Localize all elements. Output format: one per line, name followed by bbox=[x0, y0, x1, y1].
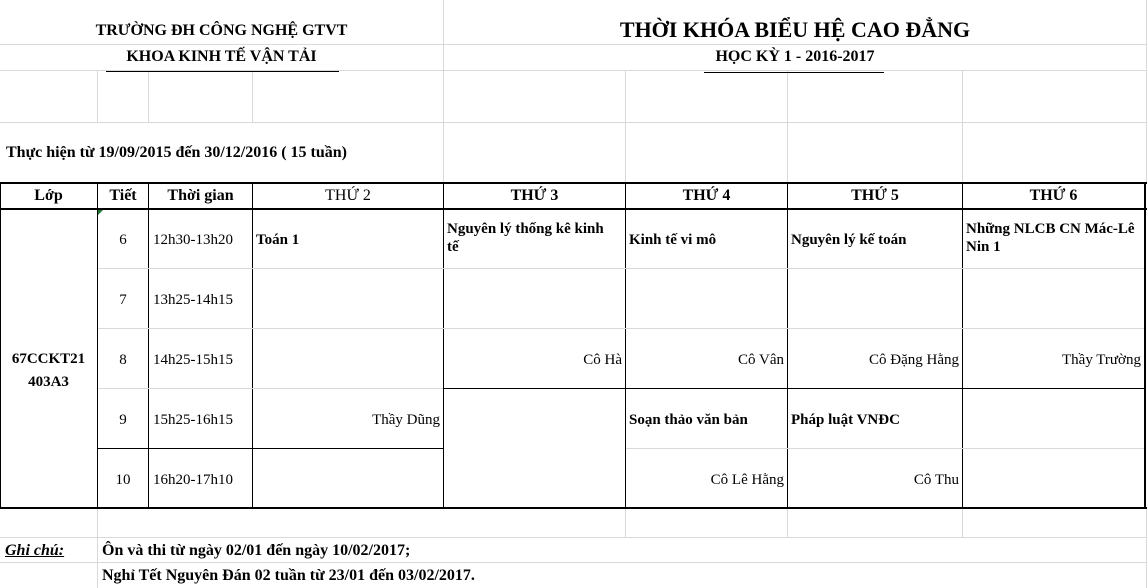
col-header-wed: THỨ 4 bbox=[682, 187, 731, 204]
col-header-lesson: Tiết bbox=[109, 187, 137, 204]
col-header-thu: THỨ 5 bbox=[851, 187, 899, 204]
semester-underline bbox=[704, 72, 884, 73]
lesson-num: 6 bbox=[119, 232, 127, 248]
col-header-fri: THỨ 6 bbox=[1029, 187, 1078, 204]
notes-line1: Ôn và thi từ ngày 02/01 đến ngày 10/02/2017; bbox=[102, 542, 411, 559]
tue-subject: Nguyên lý thống kê kinh tế bbox=[447, 221, 604, 255]
notes-line2: Nghỉ Tết Nguyên Đán 02 tuần từ 23/01 đến 03/02/2017. bbox=[102, 567, 475, 584]
notes-label: Ghi chú: bbox=[5, 542, 65, 559]
fri-teacher: Thầy Trường bbox=[1062, 352, 1141, 368]
lesson-num: 9 bbox=[119, 412, 127, 428]
mon-subject: Toán 1 bbox=[256, 232, 300, 248]
col-header-mon: THỨ 2 bbox=[325, 187, 371, 204]
lesson-time: 12h30-13h20 bbox=[153, 232, 233, 248]
school-name: TRƯỜNG ĐH CÔNG NGHỆ GTVT bbox=[95, 22, 348, 39]
lesson-num: 10 bbox=[115, 472, 131, 488]
wed-subject: Soạn thảo văn bản bbox=[629, 412, 748, 428]
lesson-time: 13h25-14h15 bbox=[153, 292, 233, 308]
col-header-tue: THỨ 3 bbox=[510, 187, 559, 204]
lesson-num: 8 bbox=[119, 352, 127, 368]
semester-label: HỌC KỲ 1 - 2016-2017 bbox=[715, 48, 875, 65]
cell-comment-marker bbox=[98, 210, 103, 215]
thu-teacher: Cô Đặng Hằng bbox=[869, 352, 959, 368]
faculty-underline bbox=[106, 71, 339, 72]
wed-teacher: Cô Vân bbox=[738, 352, 784, 368]
thu-subject: Pháp luật VNĐC bbox=[791, 412, 900, 428]
thu-subject: Nguyên lý kế toán bbox=[791, 232, 907, 248]
tue-teacher: Cô Hà bbox=[583, 352, 622, 368]
wed-subject: Kinh tế vi mô bbox=[629, 232, 717, 248]
thu-teacher: Cô Thu bbox=[913, 472, 959, 488]
class-name-line1: 67CCKT21 bbox=[11, 351, 86, 367]
lesson-time: 15h25-16h15 bbox=[153, 412, 233, 428]
period-note: Thực hiện từ 19/09/2015 đến 30/12/2016 ( 15 tuần) bbox=[6, 144, 348, 161]
faculty-name: KHOA KINH TẾ VẬN TẢI bbox=[126, 48, 317, 65]
wed-teacher: Cô Lê Hằng bbox=[710, 472, 784, 488]
lesson-num: 7 bbox=[119, 292, 127, 308]
lesson-time: 14h25-15h15 bbox=[153, 352, 233, 368]
class-name-line2: 403A3 bbox=[28, 374, 69, 390]
col-header-time: Thời gian bbox=[167, 187, 234, 204]
col-header-class: Lớp bbox=[34, 187, 63, 204]
mon-teacher: Thầy Dũng bbox=[372, 412, 440, 428]
fri-subject: Những NLCB CN Mác-Lê Nin 1 bbox=[966, 221, 1135, 255]
timetable-title: THỜI KHÓA BIỂU HỆ CAO ĐẲNG bbox=[619, 17, 971, 42]
lesson-time: 16h20-17h10 bbox=[153, 472, 233, 488]
